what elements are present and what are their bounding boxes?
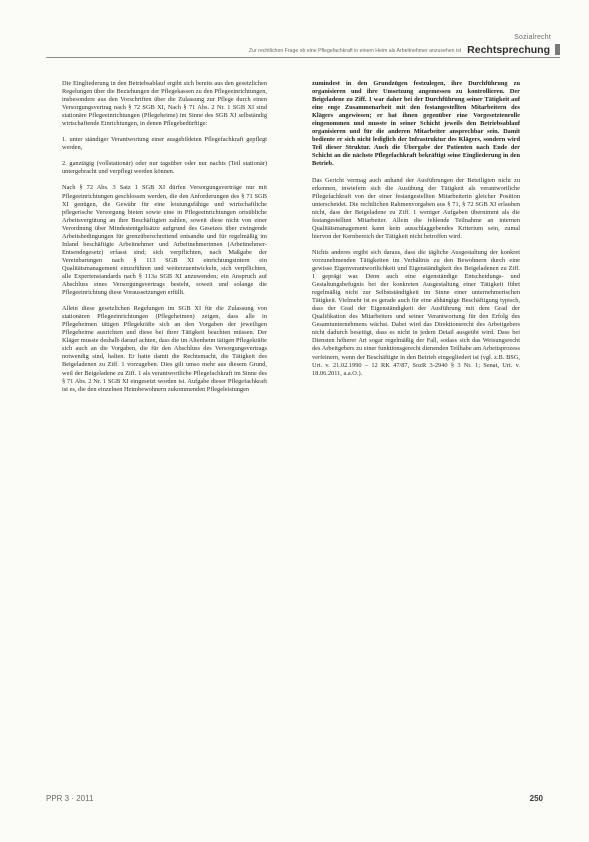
left-column (62, 80, 267, 402)
paragraph: 2. ganztägig (vollstationär) oder nur tagsüber oder nur nachts (Teil stationär) untergebracht und verpflegt werden können. (62, 160, 267, 176)
section-title: Rechtsprechung (467, 44, 550, 56)
paragraph: Allein diese gesetzlichen Regelungen im SGB XI für die Zulassung von stationären Pflegeeinrichtungen (Pflegeheimen) zeigen, dass alle in Pflegeheimen tätigen Pflegekräfte sich an den Vorgaben der jeweiligen Pflegeheime ausrichten und diese bei ihrer Tätigkeit beachten müssen. Der Kläger musste deshalb darauf achten, dass die im Altenheim tätigen Pflegekräfte sich auch an die Vorgaben, die für den Abschluss des Versorgungsvertrags notwendig sind, halten. Er hatte damit die Rechtsmacht, die Tätigkeit des Beigeladenen zu Ziff. 1 vorzugeben. Dies gilt umso mehr aus diesem Grund, weil der Beigeladene zu Ziff. 1 als verantwortliche Pflegefachkraft im Sinne des § 71 Abs. 2 Nr. 1 SGB XI eingesetzt worden ist. Aufgabe dieser Pflegefachkraft ist es, die den einzelnen Heimbewohnern zukommenden Pflegeleistungen (62, 305, 267, 393)
paragraph: Die Eingliederung in den Betriebsablauf ergibt sich bereits aus den gesetzlichen Regelungen über die Beziehungen der Pflegekassen zu den Pflegeeinrichtungen, insbesondere aus den Vorschriften über die Zulassung zur Pflege durch einen Versorgungsvertrag nach § 72 SGB XI, Nach § 71 Abs. 2 Nr. 1 SGB XI sind stationäre Pflegeeinrichtungen (Pflegeheime) im Sinne des SGB XI selbständig wirtschaftende Einrichtungen, in denen Pflegebedürftige: (62, 80, 267, 128)
header-category: Sozialrecht (514, 34, 551, 41)
running-header (126, 44, 550, 56)
paragraph-emphasized: zumindest in den Grundzügen festzulegen, ihre Durchführung zu organisieren und ihre Umsetzung angemessen zu kontrollieren. Der Beigeladene zu Ziff. 1 war daher bei der Durchführung seiner Tätigkeit auf eine enge Zusammenarbeit mit den festangestellten Mitarbeitern des Klägers angewiesen; er hat ihnen gegenüber eine Vorgesetztenrolle eingenommen und musste in seiner Schicht jeweils den Betriebsablauf organisieren und für die anderen Mitarbeiter ansprechbar sein. Damit bediente er sich nicht lediglich der Infrastruktur des Klägers, sondern wird Teil dieser Struktur. Auch die Übergabe der Patienten nach Ende der Schicht an die nächste Pflegefachkraft bekräftigt seine Eingliederung in den Betrieb. (312, 80, 520, 168)
paragraph: 1. unter ständiger Verantwortung einer ausgebildeten Pflegefachkraft gepflegt werden, (62, 136, 267, 152)
paragraph: Nichts anderes ergibt sich daraus, dass die tägliche Ausgestaltung der konkret vorzunehmenden Tätigkeiten im Verhältnis zu den Bewohnern durch eine gewisse Eigenverantwortlichkeit und Eigenständigkeit des Beigeladenen zu Ziff. 1 geprägt war. Denn auch eine eigenständige Entscheidungs- und Gestaltungsbefugnis bei der konkreten Ausgestaltung einer Tätigkeit führt regelmäßig nicht zur Selbstständigkeit im Sinne einer unternehmerischen Tätigkeit. Vielmehr ist es gerade auch für eine abhängige Beschäftigung typisch, dass der Grad der Eigenständigkeit der Ausführung mit dem Grad der Qualifikation des Mitarbeiters und seiner Verantwortung für den Erfolg des Gesamtunternehmens wächst. Dabei wird das Direktionsrecht des Arbeitgebers nicht dadurch beseitigt, dass es nicht in jedem Detail ausgeübt wird. Dass bei Diensten höherer Art sogar regelmäßig der Fall, sodass sich das Weisungsrecht des Arbeitgebers zu einer funktionsgerecht dienenden Teilhabe am Arbeitsprozess verfeinern, wenn der Beschäftigte in den Betrieb eingegliedert ist (vgl. z.B. BSG, Urt. v. 21.02.1990 – 12 RK 47/87, SozR 3-2940 § 3 Nr. 1; Senat, Urt. v. 18.06.2011, a.a.O.). (312, 248, 520, 377)
header-rule (46, 57, 560, 58)
page-number: 250 (529, 794, 543, 803)
paragraph: Nach § 72 Abs. 3 Satz 1 SGB XI dürfen Versorgungsverträge nur mit Pflegeeinrichtungen geschlossen werden, die den Anforderungen des § 71 SGB XI genügen, die Gewähr für eine leistungsfähige und wirtschaftliche pflegerische Versorgung bieten sowie eine in Pflegeeinrichtungen ortsübliche Arbeitsvergütung an ihre Beschäftigten zahlen, soweit diese nicht von einer Verordnung über Mindestentgeltsätze aufgrund des Gesetzes über zwingende Arbeitsbedingungen für grenzüberschreitend entsandte und für regelmäßig im Inland beschäftigte Arbeitnehmer und Arbeitnehmerinnen (Arbeitnehmer-Entsendegesetz) erfasst sind; sich verpflichten, nach Maßgabe der Vereinbarungen nach § 113 SGB XI einrichtungsintern ein Qualitätsmanagement einzuführen und weiterzuentwickeln, sich verpflichten, alle Expertenstandards nach § 113a SGB XI anzuwenden; ein Anspruch auf Abschluss eines Versorgungsvertrags besteht, soweit und solange die Pflegeeinrichtung diese Voraussetzungen erfüllt. (62, 184, 267, 297)
journal-footer: PPR 3 · 2011 (46, 794, 94, 803)
paragraph: Das Gericht vermag auch anhand der Ausführungen der Beteiligten nicht zu erkennen, inwiefern sich die Ausübung der Tätigkeit als verantwortliche Pflegefachkraft von der einer festangestellten Mitarbeiterin gleicher Position unterscheidet. Die rechtlichen Rahmenvorgaben aus § 71, § 72 SGB XI erlauben nicht, dass der Beigeladene zu Ziff. 1 weniger Aufgaben übernimmt als die festangestellten Mitarbeiter. Allein die fehlende Teilnahme an internen Qualitätsmanagement kann kein ausschlaggebendes Kriterium sein, zumal hiervon der Kernbereich der Tätigkeit nicht betroffen wird. (312, 176, 520, 240)
header-accent-bar (555, 44, 560, 55)
header-subtitle: Zur rechtlichen Frage ob eine Pflegefachkraft in einem Heim als Arbeitnehmer anzusehen ist (248, 48, 462, 54)
right-column (312, 80, 520, 386)
